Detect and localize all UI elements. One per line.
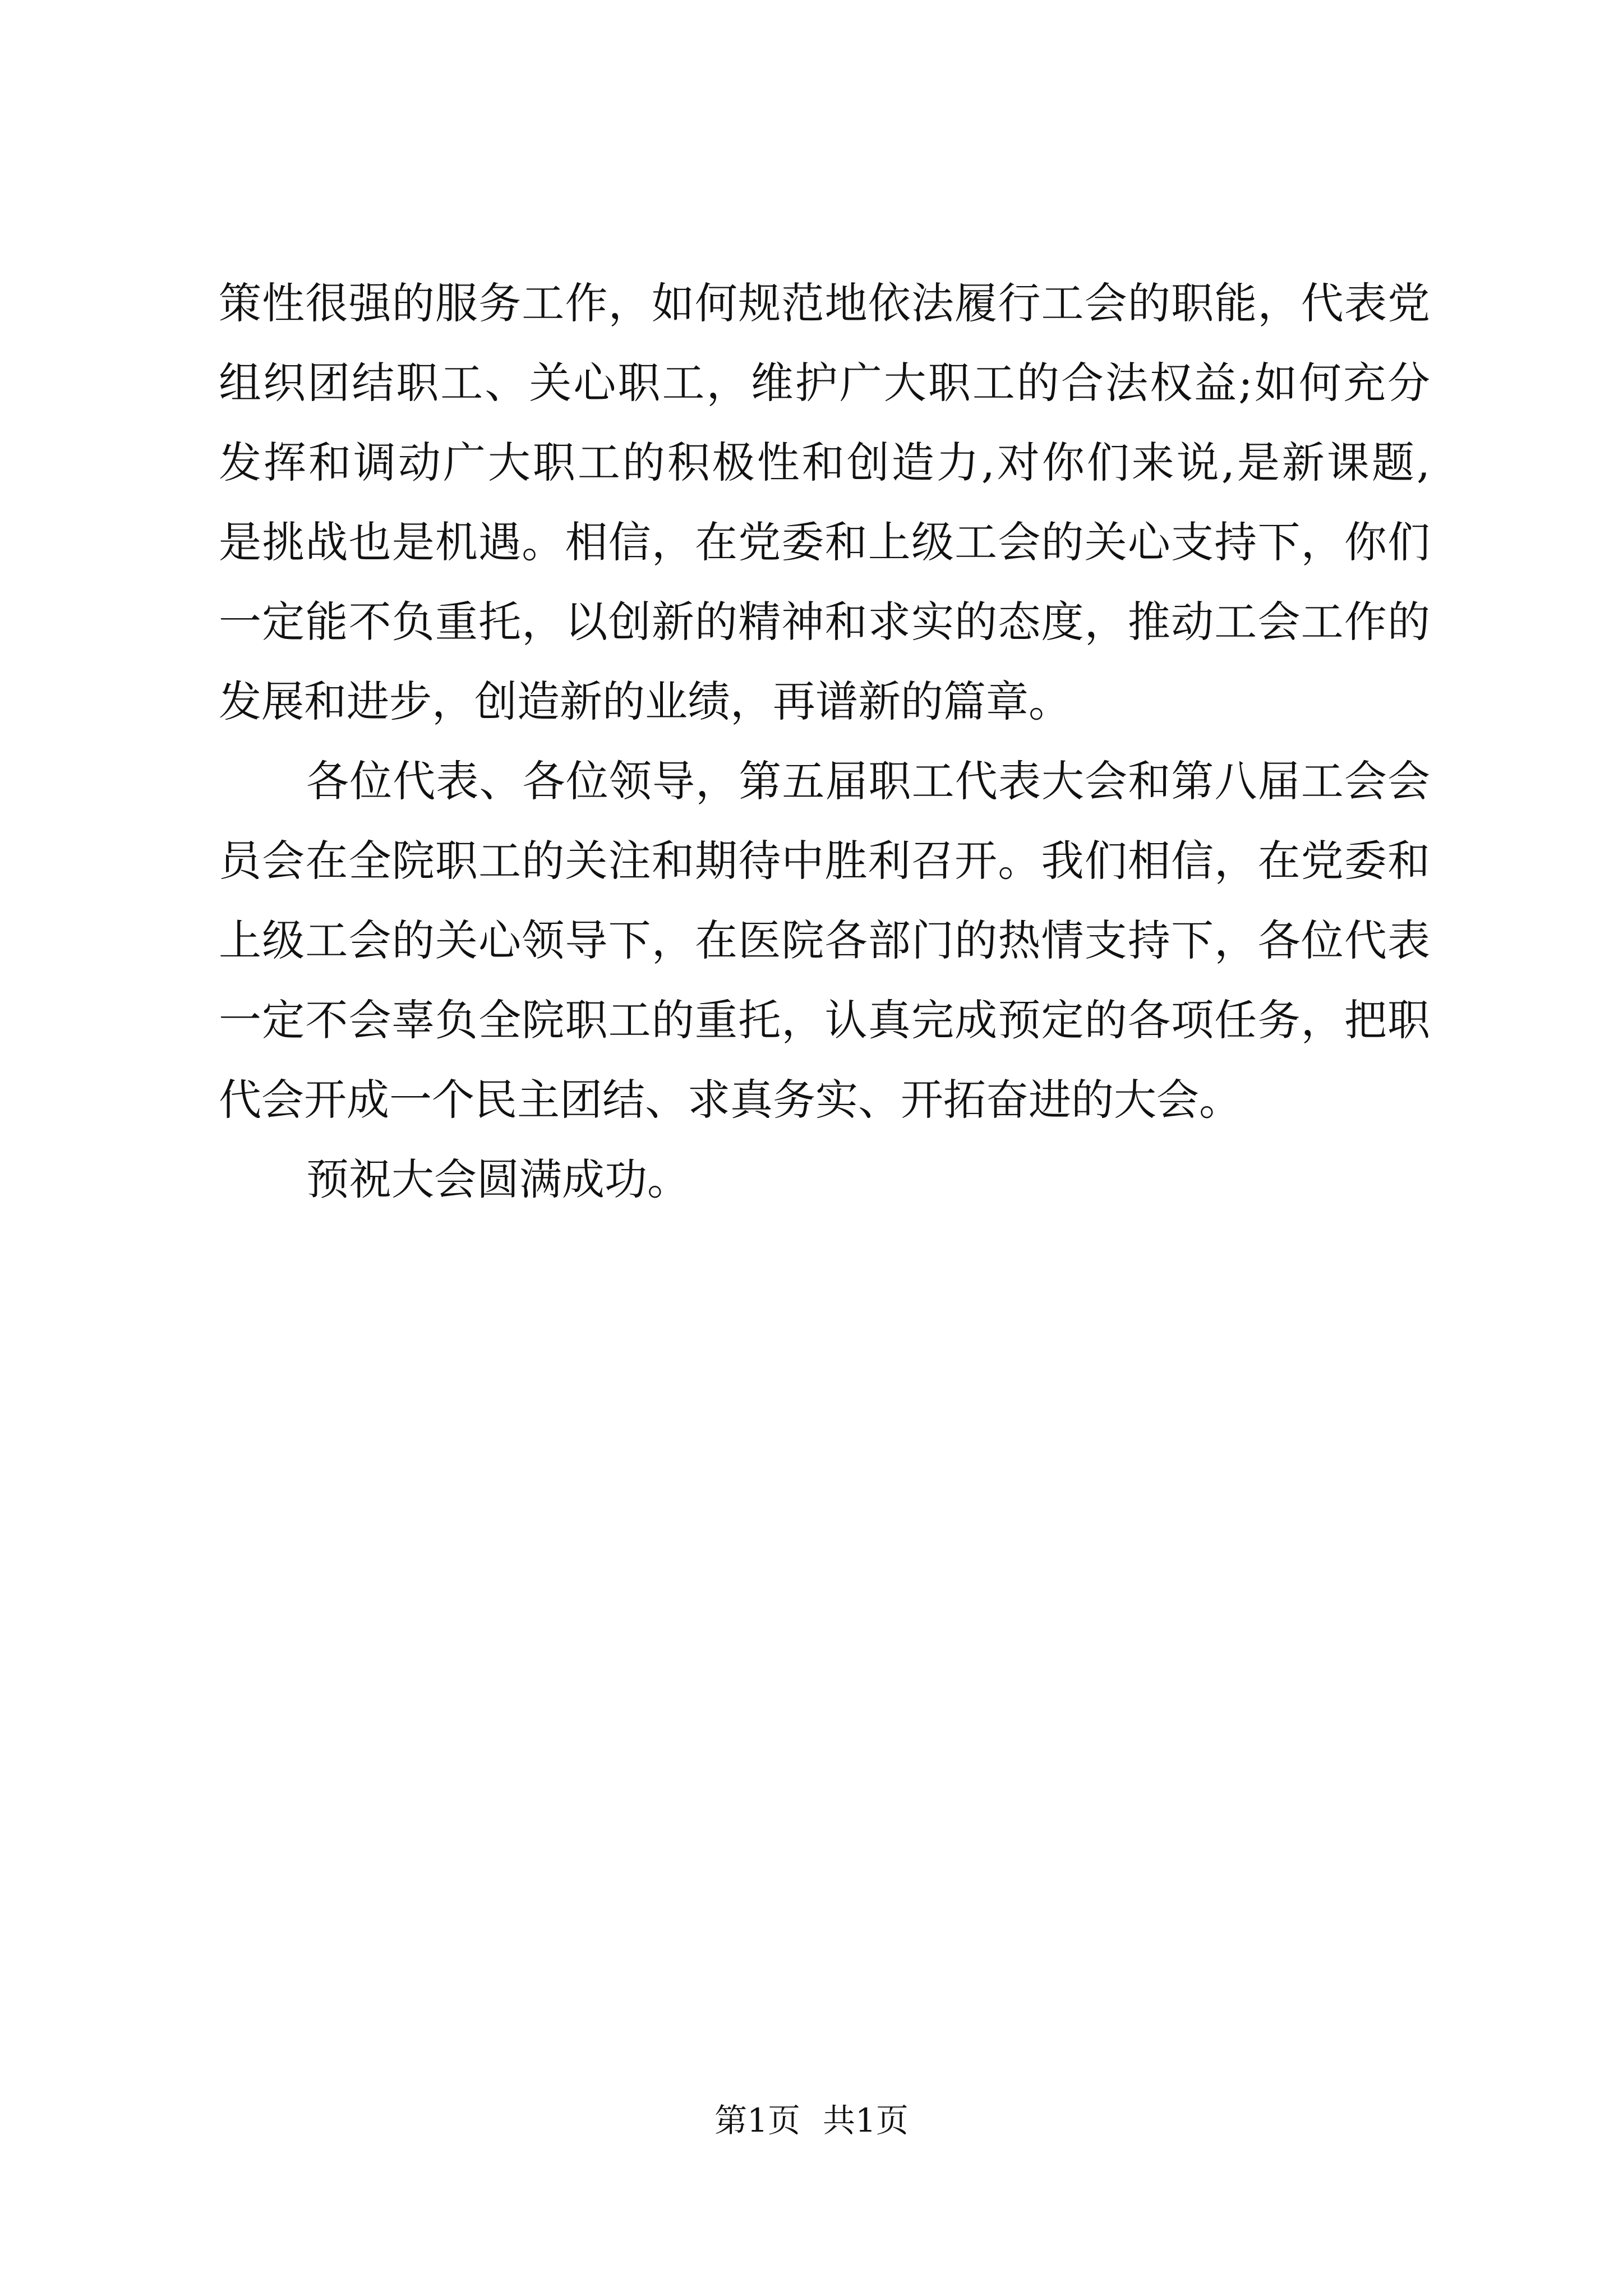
page-total: 共1页 [823, 2101, 909, 2139]
text-line: 一定能不负重托，以创新的精神和求实的态度，推动工会工作的 [219, 597, 1430, 647]
text-line: 各位代表、各位领导，第五届职工代表大会和第八届工会会 [306, 756, 1430, 806]
paragraph [219, 1140, 1430, 1220]
text-line: 代会开成一个民主团结、求真务实、开拓奋进的大会。 [219, 1075, 1242, 1125]
document-body [219, 264, 1430, 1220]
text-line: 员会在全院职工的关注和期待中胜利召开。我们相信，在党委和 [219, 836, 1430, 886]
text-line: 组织团结职工、关心职工，维护广大职工的合法权益;如何充分 [219, 358, 1430, 408]
page-footer [0, 2098, 1623, 2143]
paragraph [219, 264, 1430, 742]
text-line: 发挥和调动广大职工的积极性和创造力,对你们来说,是新课题, [219, 438, 1430, 487]
text-line: 一定不会辜负全院职工的重托，认真完成预定的各项任务，把职 [219, 995, 1430, 1045]
paragraph [219, 742, 1430, 1140]
text-line: 发展和进步，创造新的业绩，再谱新的篇章。 [219, 677, 1071, 726]
text-line: 上级工会的关心领导下，在医院各部门的热情支持下，各位代表 [219, 915, 1430, 965]
text-line: 策性很强的服务工作，如何规范地依法履行工会的职能，代表党 [219, 278, 1430, 328]
text-line: 预祝大会圆满成功。 [306, 1154, 690, 1204]
page-number: 第1页 [714, 2101, 800, 2139]
text-line: 是挑战也是机遇。相信，在党委和上级工会的关心支持下，你们 [219, 517, 1430, 567]
